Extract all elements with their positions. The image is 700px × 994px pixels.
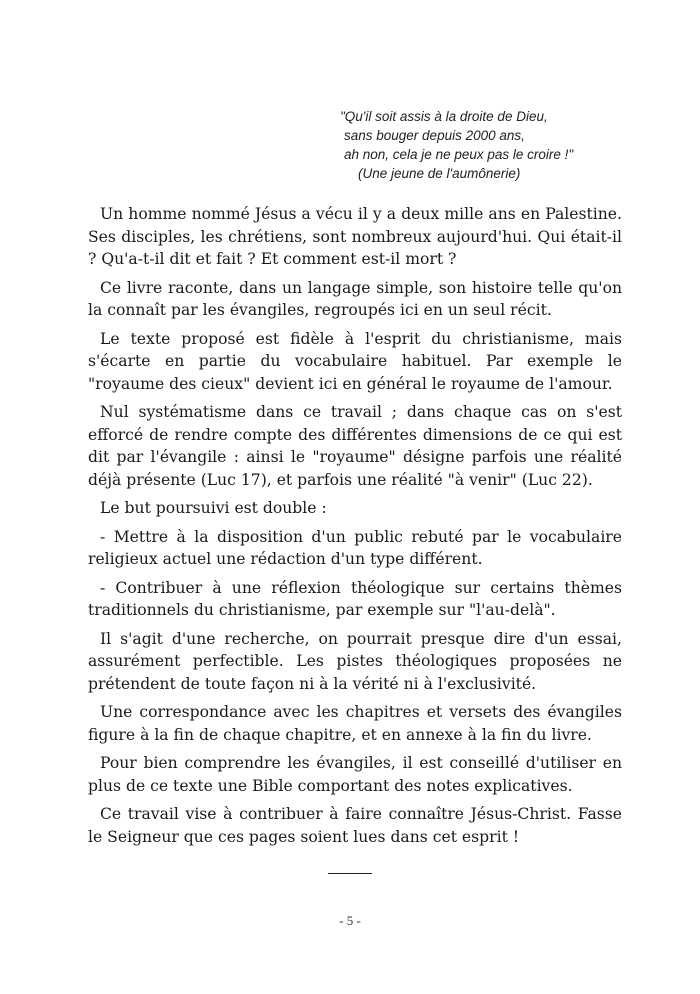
page-number: - 5 - — [339, 913, 361, 928]
epigraph-line: ah non, cela je ne peux pas le croire !" — [344, 147, 574, 162]
paragraph: Nul systématisme dans ce travail ; dans chaque cas on s'est efforcé de rendre compte des différentes dimensions de ce qui est dit par l'évangile : ainsi le "royaume" désigne parfois une réalité déjà présente (Luc 17), et parfois une réalité "à venir" (Luc 22). — [88, 403, 622, 489]
epigraph-line: "Qu'il soit assis à la droite de Dieu, — [340, 109, 548, 124]
paragraph: Le texte proposé est fidèle à l'esprit du christianisme, mais s'écarte en partie du vocabulaire habituel. Par exemple le "royaume des cieux" devient ici en général le royaume de l'amour. — [88, 329, 622, 393]
paragraph: Une correspondance avec les chapitres et versets des évangiles figure à la fin de chaque chapitre, et en annexe à la fin du livre. — [88, 703, 622, 744]
epigraph — [340, 107, 660, 183]
section-divider — [328, 873, 372, 874]
paragraph: Ce livre raconte, dans un langage simple, son histoire telle qu'on la connaît par les évangiles, regroupés ici en un seul récit. — [88, 278, 622, 319]
epigraph-attribution: (Une jeune de l'aumônerie) — [358, 166, 521, 181]
body-text — [88, 203, 622, 854]
epigraph-line: sans bouger depuis 2000 ans, — [344, 128, 525, 143]
paragraph: Un homme nommé Jésus a vécu il y a deux mille ans en Palestine. Ses disciples, les chrétiens, sont nombreux aujourd'hui. Qui était-il ? Qu'a-t-il dit et fait ? Et comment est-il mort ? — [88, 205, 622, 268]
paragraph: Il s'agit d'une recherche, on pourrait presque dire d'un essai, assurément perfectible. Les pistes théologiques proposées ne prétendent de toute façon ni à la vérité ni à l'exclusivité. — [88, 629, 622, 693]
paragraph: Pour bien comprendre les évangiles, il est conseillé d'utiliser en plus de ce texte une Bible comportant des notes explicatives. — [88, 754, 622, 795]
paragraph: Ce travail vise à contribuer à faire connaître Jésus-Christ. Fasse le Seigneur que ces pages soient lues dans cet esprit ! — [88, 805, 622, 846]
paragraph: - Contribuer à une réflexion théologique sur certains thèmes traditionnels du christianisme, par exemple sur "l'au-delà". — [88, 578, 622, 619]
paragraph: Le but poursuivi est double : — [100, 499, 327, 517]
paragraph: - Mettre à la disposition d'un public rebuté par le vocabulaire religieux actuel une rédaction d'un type différent. — [88, 527, 622, 568]
